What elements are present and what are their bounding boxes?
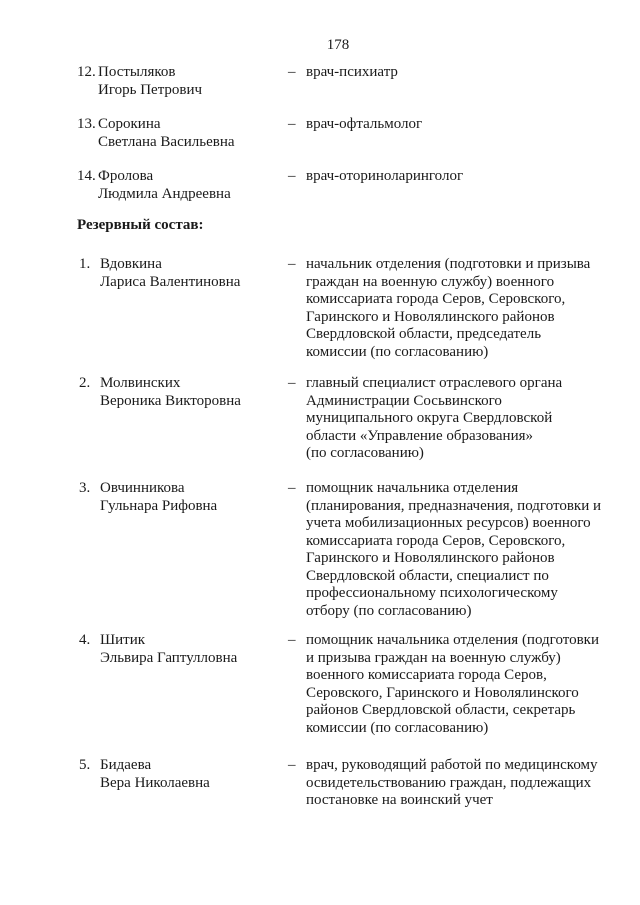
member-role [306,757,616,810]
role-line: граждан на военную службу) военного [306,273,555,290]
role-line: освидетельствованию граждан, подлежащих [306,774,592,791]
member-role [306,480,616,620]
dash-separator: – [288,64,296,80]
member-surname: Сорокина [98,116,161,132]
member-surname: Овчинникова [100,480,185,496]
member-surname: Постыляков [98,64,176,80]
role-line: учета мобилизационных ресурсов) военного [306,515,591,531]
member-name [98,116,288,151]
member-number: 14. [77,168,96,184]
role-line: помощник начальника отделения (подготовки [306,632,599,648]
member-given-names: Гульнара Рифовна [100,497,218,514]
role-line: врач, руководящий работой по медицинскому [306,757,598,773]
dash-separator: – [288,256,296,272]
role-line: комиссариата города Серов, Серовского, [306,291,566,307]
role-line: Свердловской области, специалист по [306,567,549,584]
member-number: 2. [79,375,91,391]
dash-separator: – [288,632,296,648]
member-name [100,632,290,667]
dash-separator: – [288,375,296,391]
member-role [306,256,616,361]
role-line: комиссии (по согласованию) [306,719,489,736]
member-surname: Шитик [100,632,146,648]
role-line: врач-оториноларинголог [306,168,464,184]
member-name [100,375,290,410]
role-line: комиссариата города Серов, Серовского, [306,532,566,549]
member-number: 3. [79,480,91,496]
member-role [306,632,616,737]
member-name [100,256,290,291]
member-number: 5. [79,757,91,773]
member-name [98,64,288,99]
member-role [306,375,616,463]
role-line: главный специалист отраслевого органа [306,375,563,391]
member-number: 12. [77,64,96,80]
member-surname: Фролова [98,168,154,184]
member-number: 1. [79,256,91,272]
member-surname: Молвинских [100,375,181,391]
member-given-names: Лариса Валентиновна [100,273,241,290]
dash-separator: – [288,480,296,496]
role-line: постановке на воинский учет [306,792,493,808]
member-given-names: Вера Николаевна [100,774,210,791]
role-line: начальник отделения (подготовки и призыва [306,256,591,272]
member-surname: Бидаева [100,757,152,773]
page-number: 178 [326,37,350,53]
member-role [306,116,616,134]
role-line: врач-психиатр [306,64,398,80]
member-number: 4. [79,632,91,648]
role-line: муниципального округа Свердловской [306,410,553,426]
role-line: (по согласованию) [306,445,424,461]
role-line: врач-офтальмолог [306,116,423,132]
dash-separator: – [288,168,296,184]
role-line: области «Управление образования» [306,427,533,444]
member-surname: Вдовкина [100,256,162,272]
member-given-names: Эльвира Гаптулловна [100,649,238,666]
dash-separator: – [288,757,296,773]
dash-separator: – [288,116,296,132]
member-given-names: Светлана Васильевна [98,133,235,150]
member-given-names: Людмила Андреевна [98,185,231,202]
member-name [100,480,290,515]
member-given-names: Игорь Петрович [98,81,203,98]
member-role [306,168,616,186]
member-number: 13. [77,116,96,132]
role-line: районов Свердловской области, секретарь [306,702,576,718]
member-role [306,64,616,82]
role-line: Гаринского и Новолялинского районов [306,308,555,325]
member-given-names: Вероника Викторовна [100,392,241,409]
member-name [98,168,288,203]
role-line: профессиональному психологическому [306,585,558,601]
role-line: Гаринского и Новолялинского районов [306,550,555,566]
role-line: и призыва граждан на военную службу) [306,649,561,666]
role-line: Администрации Сосьвинского [306,392,502,409]
role-line: Серовского, Гаринского и Новолялинского [306,684,579,701]
member-name [100,757,290,792]
role-line: помощник начальника отделения [306,480,519,496]
role-line: военного комиссариата города Серов, [306,667,547,683]
role-line: отбору (по согласованию) [306,602,472,619]
reserve-section-title: Резервный состав: [77,217,204,233]
role-line: Свердловской области, председатель [306,326,542,342]
role-line: комиссии (по согласованию) [306,343,489,360]
role-line: (планирования, предназначения, подготовки и [306,497,602,514]
